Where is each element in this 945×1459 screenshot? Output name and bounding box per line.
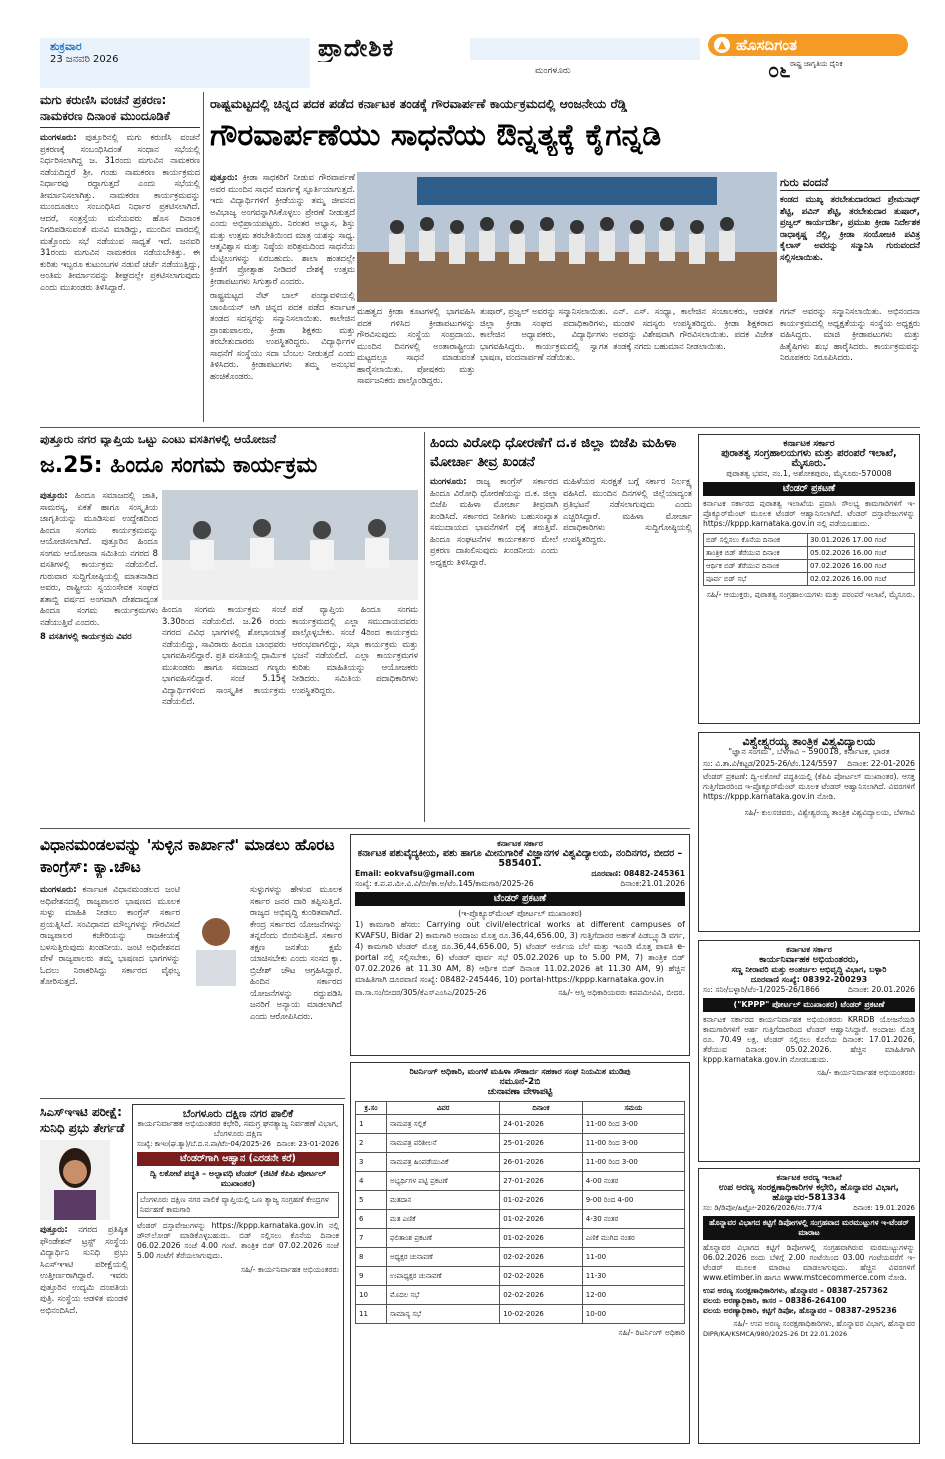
ad-election-cell: 02-02-2026	[500, 1248, 583, 1267]
ad-forest-ref: ಸಂ: ಡಿ/ಡಿಪೋ/ಹಿಟ್ಟೋ-2026/2026/ನಂ.77/4	[703, 1204, 823, 1212]
ad-archaeology-row	[704, 547, 915, 560]
ad-kppp-banner: ("KPPP" ಪೋರ್ಟಲ್ ಮುಖಾಂತರ) ಟೆಂಡರ್ ಪ್ರಕಟಣೆ	[703, 998, 915, 1012]
masthead-section-title: ಪ್ರಾದೇಶಿಕ	[318, 34, 395, 62]
story-bjp-col1	[430, 476, 558, 822]
student-photo	[40, 1140, 110, 1220]
masthead	[0, 0, 945, 90]
story-sangama-kicker: ಪುತ್ತೂರು ನಗರ ವ್ಯಾಪ್ತಿಯ ಒಟ್ಟು ಎಂಟು ವಸತಿಗಳಲ್ಲಿ ಆಯೋಜನೆ	[40, 432, 277, 446]
story-lead-col1-text: ಕ್ರೀಡಾ ಸಾಧಕರಿಗೆ ನೀಡುವ ಗೌರವಾರ್ಪಣೆ ಅವರ ಮುಂದಿನ ಸಾಧನೆ ಮಾರ್ಗಕ್ಕೆ ಸ್ಫೂರ್ತಿಯಾಗುತ್ತದೆ. ಇದು ವಿದ್ಯಾರ್ಥಿಗಳಿಗೆ ಕ್ರೀಡೆಯನ್ನು ತಮ್ಮ ಜೀವನದ ಅವಿಭಾಜ್ಯ ಅಂಗವನ್ನಾಗಿಸಿಕೊಳ್ಳಲು ಪ್ರೇರಣೆ ನೀಡುತ್ತದೆ ಎಂದು ಅಭಿಪ್ರಾಯಪಟ್ಟರು. ನಿರಂತರ ಅಭ್ಯಾಸ, ಶಿಸ್ತು ಮತ್ತು ಉತ್ತಮ ತರಬೇತಿಯಿಂದ ಮಾತ್ರ ಯಶಸ್ಸು ಸಾಧ್ಯ. ಆತ್ಮವಿಶ್ವಾಸ ಮತ್ತು ನಿಷ್ಠೆಯ ಪರಿಶ್ರಮದಿಂದ ಸಾಧನೆಯ ಮೆಟ್ಟಿಲುಗಳನ್ನು ಏರಬಹುದು. ಶಾಲಾ ಹಂತದಲ್ಲೇ ಕ್ರೀಡೆಗೆ ಪ್ರೋತ್ಸಾಹ ನೀಡಿದರೆ ದೇಶಕ್ಕೆ ಉತ್ತಮ ಕ್ರೀಡಾಪಟುಗಳು ಸಿಗುತ್ತಾರೆ ಎಂದರು.	[210, 172, 355, 286]
ad-election-row	[356, 1153, 685, 1172]
ad-election-cell: 27-01-2026	[500, 1172, 583, 1191]
ad-kvafsu-ref: ಸಂಖ್ಯೆ: ಕ.ಪ.ಪ.ಮೀ.ವಿ.ವಿ/ಬೀ/ಕಾ.ಅ/ಟೆಂ.145/ಕಾಮಗಾರಿ/2025-26	[355, 879, 534, 888]
ad-kvafsu-title: ಕರ್ನಾಟಕ ಪಶುವೈದ್ಯಕೀಯ, ಪಶು ಹಾಗೂ ಮೀನುಗಾರಿಕೆ ವಿಜ್ಞಾನಗಳ ವಿಶ್ವವಿದ್ಯಾಲಯ, ನಂದಿನಗರ, ಬೀದರ – 585401.	[357, 848, 683, 869]
ad-election-header: ರಿಟರ್ನಿಂಗ್ ಅಧಿಕಾರಿ, ಮಂಗಳೆ ಮಹಿಳಾ ಸೌಹಾರ್ದ ಸಹಕಾರ ಸಂಘ ನಿಯಮಿತ ಮುಡಿಪು	[409, 1067, 631, 1076]
ad-election-cell: 12-00	[582, 1286, 684, 1305]
ad-forest-contact3: ವಲಯ ಅರಣ್ಯಾಧಿಕಾರಿ, ಕಟ್ಟಿಗೆ ಡಿಪೋ, ಹೊನ್ನಾವರ – 08387-295236	[703, 1306, 897, 1315]
ad-bbmp-sub: ಕಾರ್ಯನಿರ್ವಾಹಕ ಅಭಿಯಂತರರ ಕಛೇರಿ, ಸಮಗ್ರ ಘನತ್ಯಾಜ್ಯ ನಿರ್ವಹಣೆ ವಿಭಾಗ, ಬೆಂಗಳೂರು ದಕ್ಷಿಣ	[137, 1119, 339, 1138]
ad-election-cell: 11-30	[582, 1267, 684, 1286]
ad-archaeology-row	[704, 573, 915, 586]
story-lead-dateline: ಪುತ್ತೂರು:	[210, 172, 238, 182]
section-rule	[40, 828, 690, 829]
ad-archaeology-banner: ಟೆಂಡರ್ ಪ್ರಕಟಣೆ	[703, 482, 915, 496]
ad-kvafsu-date: ದಿನಾಂಕ:21.01.2026	[620, 879, 685, 888]
story-sangama-col1	[40, 490, 158, 820]
story-sangama-col3: ಪಡೆ ವ್ಯಾಪ್ತಿಯ ಹಿಂದೂ ಸಂಗಮ ಕಾರ್ಯಕ್ರಮದಲ್ಲಿ ಎಲ್ಲಾ ಸಮುದಾಯದವರು ಪಾಲ್ಗೊಳ್ಳಬೇಕು. ಸಂಜೆ 4ರಿಂದ ಕಾರ್ಯಕ್ರಮ ಆರಂಭವಾಗಲಿದ್ದು, ಸಭಾ ಕಾರ್ಯಕ್ರಮ ಮತ್ತು ಭಜನೆ ನಡೆಯಲಿದೆ. ಎಲ್ಲಾ ಕಾರ್ಯಕ್ರಮಗಳ ಕುರಿತು ಮಾಹಿತಿಯನ್ನು ಆಯೋಜಕರು ನೀಡಿದರು. ಸಮಿತಿಯ ಪದಾಧಿಕಾರಿಗಳು ಉಪಸ್ಥಿತರಿದ್ದರು.	[292, 604, 418, 695]
story-lead-col1	[210, 172, 355, 422]
lamp-icon: ▲	[714, 37, 730, 53]
ad-archaeology-cell: 02.02.2026 16.00 ಗಂಟೆ	[808, 573, 915, 586]
ad-bbmp-date: ದಿನಾಂಕ: 23-01-2026	[276, 1140, 339, 1148]
ad-election-col-header: ವಿವರ	[387, 1102, 500, 1115]
story-sangama-col2: ಹಿಂದೂ ಸಂಗಮ ಕಾರ್ಯಕ್ರಮ ಸಂಜೆ 3.30ರಿಂದ ನಡೆಯಲಿದೆ. ಜ.26 ರಂದು ನಗರದ ವಿವಿಧ ಭಾಗಗಳಲ್ಲಿ ಶೋಭಾಯಾತ್ರೆ ನಡೆಯಲಿದ್ದು, ಸಾವಿರಾರು ಹಿಂದೂ ಬಾಂಧವರು ಭಾಗವಹಿಸಲಿದ್ದಾರೆ. ಪ್ರತಿ ವಸತಿಯಲ್ಲಿ ಧಾರ್ಮಿಕ ಮುಖಂಡರು ಹಾಗೂ ಸಮಾಜದ ಗಣ್ಯರು ಭಾಗವಹಿಸಲಿದ್ದಾರೆ. ಸಂಜೆ 5.15ಕ್ಕೆ ವಿದ್ಯಾರ್ಥಿಗಳಿಂದ ಸಾಂಸ್ಕೃತಿಕ ಕಾರ್ಯಕ್ರಮ ನಡೆಯಲಿದೆ.	[162, 604, 286, 706]
ad-election-cell: 9	[356, 1267, 387, 1286]
story-congress-col1	[40, 884, 180, 1094]
ad-archaeology-table	[703, 533, 915, 586]
ad-archaeology-cell: ಬಿಡ್ ಸಲ್ಲಿಸಲು ಕೊನೆಯ ದಿನಾಂಕ	[704, 534, 808, 547]
group-photo-image	[357, 172, 777, 302]
story-sangama-col1-text: ಹಿಂದೂ ಸಮಾಜದಲ್ಲಿ ಜಾತಿ, ಸಾಮರಸ್ಯ, ಏಕತೆ ಹಾಗೂ ಸಂಸ್ಕೃತಿಯ ಜಾಗೃತಿಯನ್ನು ಮೂಡಿಸುವ ಉದ್ದೇಶದಿಂದ ಹಿಂದೂ ಸಂಗಮ ಕಾರ್ಯಕ್ರಮವನ್ನು ಆಯೋಜಿಸಲಾಗಿದೆ. ಪುತ್ತೂರಿನ ಹಿಂದೂ ಸಂಗಮ ಆಯೋಜನಾ ಸಮಿತಿಯ ನಗರದ 8 ವಸತಿಗಳಲ್ಲಿ ಕಾರ್ಯಕ್ರಮ ನಡೆಯಲಿದೆ. ಗುರುವಾರ ಸುದ್ದಿಗೋಷ್ಠಿಯಲ್ಲಿ ಮಾತನಾಡಿದ ಅವರು, ರಾಷ್ಟ್ರೀಯ ಸ್ವಯಂಸೇವಕ ಸಂಘದ ಶತಾಬ್ದಿ ವರ್ಷದ ಅಂಗವಾಗಿ ದೇಶದಾದ್ಯಂತ ಹಿಂದೂ ಸಂಗಮ ಕಾರ್ಯಕ್ರಮಗಳು ನಡೆಯುತ್ತಿವೆ ಎಂದರು.	[40, 490, 158, 627]
ad-election-row	[356, 1248, 685, 1267]
ad-forest-contact2: ವಲಯ ಅರಣ್ಯಾಧಿಕಾರಿ, ಕಾಸರ – 08386-264100	[703, 1296, 847, 1305]
ad-election-cell: 01-02-2026	[500, 1210, 583, 1229]
ad-election-cell: ಮತ ಎಣಿಕೆ	[387, 1210, 500, 1229]
ad-kppp-phone: ದೂರವಾಣಿ ಸಂಖ್ಯೆ: 08392-200293	[750, 975, 868, 984]
ad-archaeology-cell: ಪೂರ್ವ ಬಿಡ್ ಸಭೆ	[704, 573, 808, 586]
ad-election-col-header: ಸಮಯ	[582, 1102, 684, 1115]
ad-election-cell: ನಾಮಪತ್ರ ಸಲ್ಲಿಕೆ	[387, 1115, 500, 1134]
ad-forest-contact1: ಉಪ ಅರಣ್ಯ ಸಂರಕ್ಷಣಾಧಿಕಾರಿಗಳು, ಹೊನ್ನಾವರ – 08387-257362	[703, 1286, 888, 1295]
story-lead-col3: ಮಹತ್ವದ ಕ್ರೀಡಾ ಕೂಟಗಳಲ್ಲಿ ಭಾಗವಹಿಸಿ ಪದಕ ಗಳಿಸಿದ ಕ್ರೀಡಾಪಟುಗಳನ್ನು ಗೌರವಿಸುವುದು ಸಂಸ್ಥೆಯ ಸಂಪ್ರದಾಯ. ಮುಂದಿನ ದಿನಗಳಲ್ಲಿ ಅಂತಾರಾಷ್ಟ್ರೀಯ ಮಟ್ಟದಲ್ಲೂ ಸಾಧನೆ ಮಾಡುವಂತೆ ಹಾರೈಸಲಾಯಿತು. ಪೋಷಕರು ಮತ್ತು ಸಾರ್ವಜನಿಕರು ಪಾಲ್ಗೊಂಡಿದ್ದರು.	[357, 306, 475, 385]
ad-election-cell: 10-00	[582, 1305, 684, 1324]
ad-kvafsu	[350, 834, 690, 1056]
masthead-band	[470, 38, 700, 60]
story-lead-col4: ತುಷಾರ್, ಪ್ರಜ್ವಲ್ ಅವರನ್ನು ಸನ್ಮಾನಿಸಲಾಯಿತು. ಜಿಲ್ಲಾ ಕ್ರೀಡಾ ಸಂಘದ ಪದಾಧಿಕಾರಿಗಳು, ಕಾಲೇಜಿನ ಅಧ್ಯಾಪಕರು, ವಿದ್ಯಾರ್ಥಿಗಳು ಭಾಗವಹಿಸಿದ್ದರು. ಕಾರ್ಯಕ್ರಮದಲ್ಲಿ ಸ್ವಾಗತ ಭಾಷಣ, ವಂದನಾರ್ಪಣೆ ನಡೆಯಿತು.	[480, 306, 608, 362]
story-left-body	[40, 132, 200, 293]
ad-archaeology-cell: 30.01.2026 17.00 ಗಂಟೆ	[808, 534, 915, 547]
ad-archaeology-cell: 05.02.2026 16.00 ಗಂಟೆ	[808, 547, 915, 560]
ad-archaeology-dept: ಪುರಾತತ್ವ ಸಂಗ್ರಹಾಲಯಗಳು ಮತ್ತು ಪರಂಪರೆ ಇಲಾಖೆ, ಮೈಸೂರು.	[721, 448, 897, 469]
ad-election-cell: 11-00 ರಿಂದ 3-00	[582, 1134, 684, 1153]
ad-election-cell: 4-00 ನಂತರ	[582, 1172, 684, 1191]
ad-archaeology-address: ಪುರಾತತ್ವ ಭವನ, ನಂ.1, ಅಶೋಕಪುರಂ, ಮೈಸೂರು-570008	[726, 469, 892, 478]
guru-box-title: ಗುರು ವಂದನೆ	[780, 176, 920, 191]
ad-election-cell: ಮೊದಲ ಸಭೆ	[387, 1286, 500, 1305]
press-meet-image	[162, 490, 418, 600]
ad-forest-body: ಹೊನ್ನಾವರ ವಿಭಾಗದ ಕಟ್ಟಿಗೆ ಡಿಪೋಗಳಲ್ಲಿ ಸಂಗ್ರಹವಾಗಿರುವ ಮರಮುಟ್ಟುಗಳನ್ನು 06.02.2026 ರಂದು ಬೆಳಿಗ್ಗೆ 2.00 ಗಂಟೆಯಿಂದ 03.00 ಗಂಟೆಯವರೆಗೆ ಇ-ಟೆಂಡರ್ ಮೂಲಕ ಮಾರಾಟ ಮಾಡಲಾಗುವುದು. ಹೆಚ್ಚಿನ ವಿವರಗಳಿಗೆ www.etimber.in ಹಾಗೂ www.mstcecommerce.com ನೋಡಿ.	[703, 1243, 915, 1282]
story-sangama-dateline: ಪುತ್ತೂರು:	[40, 490, 68, 500]
ad-election-row	[356, 1210, 685, 1229]
ad-election-cell: 11-00	[582, 1248, 684, 1267]
story-guest: ಗಗನ್ ಅವರನ್ನು ಸನ್ಮಾನಿಸಲಾಯಿತು. ಅಭಿನಂದನಾ ಕಾರ್ಯಕ್ರಮದಲ್ಲಿ ಅಧ್ಯಕ್ಷತೆಯನ್ನು ಸಂಸ್ಥೆಯ ಅಧ್ಯಕ್ಷರು ವಹಿಸಿದ್ದರು. ಮಾಜಿ ಕ್ರೀಡಾಪಟುಗಳು ಮತ್ತು ಹಿತೈಷಿಗಳು ಶುಭ ಹಾರೈಸಿದರು. ಕಾರ್ಯಕ್ರಮವನ್ನು ನಿರೂಪಕರು ನಿರೂಪಿಸಿದರು.	[780, 306, 920, 362]
ad-kppp	[698, 940, 920, 1162]
story-lead-col5: ಎನ್. ಎಸ್. ಸಂಧ್ಯಾ, ಕಾಲೇಜಿನ ಸಂಚಾಲಕರು, ಆಡಳಿತ ಮಂಡಳಿ ಸದಸ್ಯರು ಉಪಸ್ಥಿತರಿದ್ದರು. ಕ್ರೀಡಾ ಶಿಕ್ಷಕರಾದ ಅವರನ್ನು ವಿಶೇಷವಾಗಿ ಗೌರವಿಸಲಾಯಿತು. ಪದಕ ವಿಜೇತ ತಂಡಕ್ಕೆ ನಗದು ಬಹುಮಾನ ನೀಡಲಾಯಿತು.	[613, 306, 773, 351]
ad-election-cell: 9-00 ರಿಂದ 4-00	[582, 1191, 684, 1210]
ad-bbmp-title: ಬೆಂಗಳೂರು ದಕ್ಷಿಣ ನಗರ ಪಾಲಿಕೆ	[182, 1108, 294, 1120]
ad-archaeology	[698, 434, 920, 724]
story-congress-headline: ವಿಧಾನಮಂಡಲವನ್ನು 'ಸುಳ್ಳಿನ ಕಾರ್ಖಾನೆ' ಮಾಡಲು ಹೊರಟ ಕಾಂಗ್ರೆಸ್: ಕ್ಯಾ.ಚೌಟ	[40, 836, 335, 876]
ad-kvafsu-govt: ಕರ್ನಾಟಕ ಸರ್ಕಾರ	[497, 839, 543, 848]
ad-election-cell: ಉಪಾಧ್ಯಕ್ಷರ ಚುನಾವಣೆ	[387, 1267, 500, 1286]
ad-election-cell: 25-01-2026	[500, 1134, 583, 1153]
story-congress-dateline: ಮಂಗಳೂರು:	[40, 884, 77, 894]
sangama-photo	[162, 490, 418, 600]
ad-bbmp-row1: ಬೆಂಗಳೂರು ದಕ್ಷಿಣ ನಗರ ಪಾಲಿಕೆ ವ್ಯಾಪ್ತಿಯಲ್ಲಿ ಒಣ ತ್ಯಾಜ್ಯ ಸಂಗ್ರಹಣೆ ಕೇಂದ್ರಗಳ ನಿರ್ವಹಣೆ ಕಾಮಗಾರಿ	[137, 1192, 339, 1218]
ad-archaeology-row	[704, 560, 915, 573]
ad-bbmp	[132, 1104, 344, 1444]
ad-kvafsu-code: ವಾ.ಸಾ.ಸಂ/ಬೀದರ/305/ಕೆಎಸ್ಎಂಸಿಎ/2025-26	[355, 988, 487, 997]
ad-election-row	[356, 1267, 685, 1286]
ad-election-cell: ಅಭ್ಯರ್ಥಿಗಳ ಪಟ್ಟಿ ಪ್ರಕಟಣೆ	[387, 1172, 500, 1191]
story-bjp-dateline: ಮಂಗಳೂರು:	[430, 476, 467, 486]
story-congress-col2: ಸುಳ್ಳುಗಳನ್ನು ಹೇಳುವ ಮೂಲಕ ಸರ್ಕಾರ ಜನರ ದಾರಿ ತಪ್ಪಿಸುತ್ತಿದೆ. ರಾಜ್ಯದ ಅಭಿವೃದ್ಧಿ ಕುಂಠಿತವಾಗಿದೆ. ಕೇಂದ್ರ ಸರ್ಕಾರದ ಯೋಜನೆಗಳನ್ನು ತನ್ನದೆಂದು ಬಿಂಬಿಸುತ್ತಿದೆ. ಸರ್ಕಾರ ತಕ್ಷಣ ಜನತೆಯ ಕ್ಷಮೆ ಯಾಚಿಸಬೇಕು ಎಂದು ಸಂಸದ ಕ್ಯಾ. ಬ್ರಿಜೇಶ್ ಚೌಟ ಆಗ್ರಹಿಸಿದ್ದಾರೆ. ಹಿಂದಿನ ಸರ್ಕಾರದ ಯೋಜನೆಗಳನ್ನು ರದ್ದುಪಡಿಸಿ ಜನರಿಗೆ ಅನ್ಯಾಯ ಮಾಡಲಾಗಿದೆ ಎಂದು ಆರೋಪಿಸಿದರು.	[250, 884, 342, 1021]
story-cet-headline: ಸಿಎಸ್‌ಇಇಟಿ ಪರೀಕ್ಷೆ: ಸುನಿಧಿ ಪ್ರಭು ತೇರ್ಗಡೆ	[40, 1105, 125, 1135]
ad-election-cell: ಮತದಾನ	[387, 1191, 500, 1210]
ad-archaeology-body: ಕರ್ನಾಟಕ ಸರ್ಕಾರದ ಪುರಾತತ್ವ ಇಲಾಖೆಯ ಪ್ರವಾಸಿ ಸೌಲಭ್ಯ ಕಾಮಗಾರಿಗಳಿಗೆ ಇ-ಪ್ರೊಕ್ಯೂರ್‌ಮೆಂಟ್ ಮೂಲಕ ಟೆಂಡರ್ ಆಹ್ವಾನಿಸಲಾಗಿದೆ. ಟೆಂಡರ್ ದಸ್ತಾವೇಜುಗಳನ್ನು https://kppp.karnataka.gov.in ನಲ್ಲಿ ಪಡೆಯಬಹುದು.	[703, 499, 915, 528]
masthead-date: 23 ಜನವರಿ 2026	[50, 54, 119, 65]
story-cet-text: ನಗರದ ಪ್ರತಿಷ್ಠಿತ ಫೌಂಡೇಶನ್ ಟ್ರಸ್ಟ್ ಸಂಸ್ಥೆಯ ವಿದ್ಯಾರ್ಥಿನಿ ಸುನಿಧಿ ಪ್ರಭು ಸಿಎಸ್‌ಇಇಟಿ ಪರೀಕ್ಷೆಯಲ್ಲಿ ಉತ್ತೀರ್ಣರಾಗಿದ್ದಾರೆ. ಇವರು ಪುತ್ತೂರಿನ ಉದ್ಯಮಿ ದಂಪತಿಯ ಪುತ್ರಿ. ಸಂಸ್ಥೆಯ ಆಡಳಿತ ಮಂಡಳಿ ಅಭಿನಂದಿಸಿದೆ.	[40, 1224, 128, 1315]
ad-bbmp-signatory: ಸಹಿ/- ಕಾರ್ಯನಿರ್ವಾಹಕ ಅಭಿಯಂತರರು	[240, 1265, 339, 1274]
ad-election-cell: 4-30 ನಂತರ	[582, 1210, 684, 1229]
page-number: ೦೬	[768, 58, 791, 82]
ad-bbmp-sub-banner: ದ್ವಿ ಲಕೋಟೆ ಪದ್ಧತಿ – ಅಲ್ಪಾವಧಿ ಟೆಂಡರ್ (ಜಿಟಿಕೆ ಕೆಪಿಪಿ ಪೋರ್ಟಲ್ ಮುಖಾಂತರ)	[149, 1169, 327, 1188]
ad-bbmp-ref: ಸಂಖ್ಯೆ: ಕಾಇಂ(ಘ.ತ್ಯಾ)/ಬೆ.ದ.ನ.ಪಾ/ಟೆಂ-04/2025-26	[137, 1140, 271, 1148]
ad-kppp-ref: ಸಂ: ಸನೀ/ಬಳ್ಳಾರಿ/ಟೆಂ-1/2025-26/1866	[703, 985, 820, 994]
ad-kppp-title: ಕಾರ್ಯನಿರ್ವಾಹಕ ಅಭಿಯಂತರರು,	[759, 955, 859, 965]
paper-name: ಹೊಸದಿಗಂತ	[736, 36, 797, 54]
ad-election-cell: 10	[356, 1286, 387, 1305]
ad-election-col-header: ಕ್ರ.ಸಂ	[356, 1102, 387, 1115]
ad-kppp-govt: ಕರ್ನಾಟಕ ಸರ್ಕಾರ	[786, 945, 832, 954]
ad-forest-code: DIPR/KA/KSMCA/980/2025-26 Dt 22.01.2026	[703, 1330, 848, 1338]
guru-box-body: ಕಂಡದ ಮುಖ್ಯ ತರಬೇತುದಾರರಾದ ಪ್ರೇಮನಾಥ್ ಶೆಟ್ಟಿ, ಪವಿನ್ ಶೆಟ್ಟಿ, ತರಬೇತುದಾರ ತುಷಾರ್, ಪ್ರಜ್ವಲ್ ಕಾರ್ಯದರ್ಶಿ, ಪ್ರಮುಖ ಕ್ರೀಡಾ ನಿರ್ದೇಶಕ ರಾಧಾಕೃಷ್ಣ ನೆಲ್ಲಿ, ಕ್ರೀಡಾ ಸಂಯೋಜಕಿ ಪವಿತ್ರ ಕೈಲಾಸ್ ಅವರನ್ನು ಸನ್ಮಾನಿಸಿ ಗುರುವಂದನೆ ಸಲ್ಲಿಸಲಾಯಿತು.	[780, 194, 920, 262]
ad-vtu-signatory: ಸಹಿ/- ಕುಲಸಚಿವರು, ವಿಶ್ವೇಶ್ವರಯ್ಯ ತಾಂತ್ರಿಕ ವಿಶ್ವವಿದ್ಯಾಲಯ, ಬೆಳಗಾವಿ	[744, 808, 915, 817]
ad-kvafsu-email: Email: eokvafsu@gmail.com	[355, 869, 475, 878]
ad-vtu-sub: "ಜ್ಞಾನ ಸಂಗಮ", ಬೆಳಗಾವಿ – 590018, ಕರ್ನಾಟಕ, ಭಾರತ	[728, 747, 890, 756]
ad-election-cell: 6	[356, 1210, 387, 1229]
ad-election-cell: ನಾಮಪತ್ರ ಪರಿಶೀಲನೆ	[387, 1134, 500, 1153]
ad-election-cell: 7	[356, 1229, 387, 1248]
ad-archaeology-row	[704, 534, 915, 547]
ad-kvafsu-body: 1) ಕಾಮಗಾರಿ ಹೆಸರು: Carrying out civil/electrical works at different campuses of KVAFSU, Bidar 2) ಕಾಮಗಾರಿ ಅಂದಾಜು ಮೊತ್ತ ರೂ.36,44,656.00, 3) ಗುತ್ತಿಗೆದಾರರ ಅರ್ಹತೆ ಪಿಡಬ್ಲ್ಯೂಡಿ ವರ್ಗ, 4) ಕಾಮಗಾರಿ ಟೆಂಡರ್ ಮೊತ್ತ ರೂ.36,44,656.00, 5) ಟೆಂಡರ್ ಅರ್ಜಿಯ ಬೆಲೆ ಮತ್ತು ಇಎಂಡಿ ಮೊತ್ತ ಪಾವತಿ e-portal ನಲ್ಲಿ ಸಲ್ಲಿಸಬೇಕು, 6) ಟೆಂಡರ್ ಪೂರ್ವ ಸಭೆ 05.02.2026 up to 5.00 PM, 7) ತಾಂತ್ರಿಕ ಬಿಡ್ 07.02.2026 at 11.30 AM, 8) ಆರ್ಥಿಕ ಬಿಡ್ ದಿನಾಂಕ 11.02.2026 at 11.30 AM, 9) ಹೆಚ್ಚಿನ ಮಾಹಿತಿಗಾಗಿ ದೂರವಾಣಿ ಸಂಖ್ಯೆ: 08482-245446, 10) portal-https://kppp.karnataka.gov.in	[355, 920, 685, 984]
ad-kvafsu-phone: ದೂರವಾಣಿ: 08482-245361	[591, 869, 685, 878]
ad-forest	[698, 1168, 920, 1444]
ad-vtu-title: ವಿಶ್ವೇಶ್ವರಯ್ಯ ತಾಂತ್ರಿಕ ವಿಶ್ವವಿದ್ಯಾಲಯ	[742, 735, 876, 748]
ad-forest-title: ಉಪ ಅರಣ್ಯ ಸಂರಕ್ಷಣಾಧಿಕಾರಿಗಳ ಕಛೇರಿ, ಹೊನ್ನಾವರ ವಿಭಾಗ, ಹೊನ್ನಾವರ-581334	[718, 1183, 900, 1203]
story-left-headline: ಮಗು ಕರುಣಿಸಿ ವಂಚನೆ ಪ್ರಕರಣ: ನಾಮಕರಣ ದಿನಾಂಕ ಮುಂದೂಡಿಕೆ	[40, 92, 200, 128]
ad-election-cell: 11	[356, 1305, 387, 1324]
ad-election-cell: 02-02-2026	[500, 1286, 583, 1305]
column-rule	[203, 92, 204, 422]
ad-election-cell: 4	[356, 1172, 387, 1191]
ad-forest-govt: ಕರ್ನಾಟಕ ಅರಣ್ಯ ಇಲಾಖೆ	[776, 1173, 842, 1182]
masthead-date-block	[40, 38, 310, 88]
section-rule	[40, 1098, 345, 1099]
ad-kppp-signatory: ಸಹಿ/- ಕಾರ್ಯನಿರ್ವಾಹಕ ಅಭಿಯಂತರರು	[816, 1068, 915, 1077]
ad-election-row	[356, 1172, 685, 1191]
ad-election-row	[356, 1134, 685, 1153]
ad-election-cell: 10-02-2026	[500, 1305, 583, 1324]
story-lead-kicker: ರಾಷ್ಟ್ರಮಟ್ಟದಲ್ಲಿ ಚಿನ್ನದ ಪದಕ ಪಡೆದ ಕರ್ನಾಟಕ ತಂಡಕ್ಕೆ ಗೌರವಾರ್ಪಣೆ ಕಾರ್ಯಕ್ರಮದಲ್ಲಿ ಆಂಜನೇಯ ರೆಡ್ಡಿ	[210, 96, 628, 111]
paper-logo	[708, 30, 908, 84]
ad-election-cell: 3	[356, 1153, 387, 1172]
ad-forest-signatory: ಸಹಿ/- ಉಪ ಅರಣ್ಯ ಸಂರಕ್ಷಣಾಧಿಕಾರಿಗಳು, ಹೊನ್ನಾವರ ವಿಭಾಗ, ಹೊನ್ನಾವರ	[733, 1319, 915, 1328]
paper-tagline: ರಾಷ್ಟ್ರ ಜಾಗೃತಿಯ ದೈನಿಕ	[790, 60, 843, 68]
ad-election-row	[356, 1286, 685, 1305]
ad-election-cell: 02-02-2026	[500, 1267, 583, 1286]
ad-election-cell: ಸಾಮಾನ್ಯ ಸಭೆ	[387, 1305, 500, 1324]
ad-bbmp-body: ಟೆಂಡರ್ ದಸ್ತಾವೇಜುಗಳನ್ನು https://kppp.karnataka.gov.in ನಲ್ಲಿ ಡೌನ್‌ಲೋಡ್ ಮಾಡಿಕೊಳ್ಳಬಹುದು. ಬಿಡ್ ಸಲ್ಲಿಸಲು ಕೊನೆಯ ದಿನಾಂಕ 06.02.2026 ಸಂಜೆ 4.00 ಗಂಟೆ. ತಾಂತ್ರಿಕ ಬಿಡ್ 07.02.2026 ಸಂಜೆ 5.00 ಗಂಟೆಗೆ ತೆರೆಯಲಾಗುವುದು.	[137, 1221, 339, 1260]
ad-vtu	[698, 732, 920, 932]
ad-bbmp-banner: ಟೆಂಡರ್‌ಗಾಗಿ ಆಹ್ವಾನ (ಎರಡನೇ ಕರೆ)	[137, 1152, 339, 1166]
ad-kvafsu-banner-sub: (ಇ-ಪ್ರೊಕ್ಯೂರ್‌ಮೆಂಟ್ ಪೋರ್ಟಲ್ ಮುಖಾಂತರ)	[458, 909, 582, 918]
ad-election-cell: ಎಣಿಕೆ ಮುಗಿದ ನಂತರ	[582, 1229, 684, 1248]
ad-kvafsu-banner: ಟೆಂಡರ್ ಪ್ರಕಟಣೆ	[355, 892, 685, 906]
ad-election-form: ನಮೂನೆ-2ಬಿ	[499, 1077, 541, 1087]
ad-election-cell: 01-02-2026	[500, 1229, 583, 1248]
story-lead-headline: ಗೌರವಾರ್ಪಣೆಯು ಸಾಧನೆಯ ಔನ್ನತ್ಯಕ್ಕೆ ಕೈಗನ್ನಡಿ	[210, 118, 662, 153]
story-sangama-headline: ಜ.25: ಹಿಂದೂ ಸಂಗಮ ಕಾರ್ಯಕ್ರಮ	[40, 453, 318, 478]
guru-box	[780, 176, 920, 306]
ad-election-row	[356, 1305, 685, 1324]
ad-forest-date: ದಿನಾಂಕ: 19.01.2026	[853, 1204, 915, 1212]
lead-photo	[357, 172, 777, 302]
story-left-text: ಪುತ್ತೂರಿನಲ್ಲಿ ಮಗು ಕರುಣಿಸಿ ವಂಚನೆ ಪ್ರಕರಣಕ್ಕೆ ಸಂಬಂಧಿಸಿದಂತೆ ಸಂಧಾನ ಸಭೆಯಲ್ಲಿ ನಿರ್ಧರಿಸಲಾಗಿದ್ದ ಜ. 31ರಂದು ಮಗುವಿನ ನಾಮಕರಣ ನಡೆಯದಿದ್ದರೆ ಶ್ರೀ. ಗಂಡು ನಾಮಕರಣ ಕಾರ್ಯಕ್ರಮದ ನಿರ್ಧಾರವು ರದ್ದಾಗುತ್ತದೆ ಎಂದು ಸಭೆಯಲ್ಲಿ ತೀರ್ಮಾನಿಸಲಾಗಿತ್ತು. ನಾಮಕರಣ ಕಾರ್ಯಕ್ರಮವನ್ನು ಮುಂದೂಡಲು ಸಂಬಂಧಿಸಿದ ನಿರ್ಧಾರ ಪ್ರಕಟಿಸಲಾಗಿದೆ. ಆದರೆ, ಸಂತ್ರಸ್ತೆಯ ಮನೆಯವರು ಹೊಸ ದಿನಾಂಕ ನಿಗದಿಪಡಿಸುವಂತೆ ಮನವಿ ಮಾಡಿದ್ದು, ಮುಂದಿನ ವಾರದಲ್ಲಿ ಮತ್ತೊಂದು ಸಭೆ ನಡೆಯುವ ಸಾಧ್ಯತೆ ಇದೆ. ಜನವರಿ 31ರಂದು ಮಗುವಿನ ನಾಮಕರಣ ನಡೆಯಬೇಕಿತ್ತು. ಈ ಕುರಿತು ಇಬ್ಬರೂ ಕುಟುಂಬಗಳ ನಡುವೆ ಚರ್ಚೆ ನಡೆಯುತ್ತಿದ್ದು, ಅಂತಿಮ ತೀರ್ಮಾನವನ್ನು ಶೀಘ್ರದಲ್ಲೇ ಪ್ರಕಟಿಸಲಾಗುವುದು ಎಂದು ಮುಖಂಡರು ತಿಳಿಸಿದ್ದಾರೆ.	[40, 132, 200, 292]
ad-election-cell: 8	[356, 1248, 387, 1267]
story-bjp-col2: ಮಹಿಳೆಯರ ಸುರಕ್ಷತೆ ಬಗ್ಗೆ ಸರ್ಕಾರ ನಿರ್ಲಕ್ಷ್ಯ ವಹಿಸಿದೆ. ಮುಂದಿನ ದಿನಗಳಲ್ಲಿ ಜಿಲ್ಲೆಯಾದ್ಯಂತ ಪ್ರತಿಭಟನೆ ನಡೆಸಲಾಗುವುದು ಎಂದು ಎಚ್ಚರಿಸಿದ್ದಾರೆ. ಮಹಿಳಾ ಮೋರ್ಚಾ ಪದಾಧಿಕಾರಿಗಳು ಸುದ್ದಿಗೋಷ್ಠಿಯಲ್ಲಿ ಉಪಸ್ಥಿತರಿದ್ದರು.	[563, 476, 692, 544]
story-cet-body	[40, 1224, 128, 1316]
ad-election-cell: 2	[356, 1134, 387, 1153]
ad-vtu-date: ದಿನಾಂಕ: 22-01-2026	[847, 759, 915, 768]
ad-election-signatory: ಸಹಿ/- ರಿಟರ್ನಿಂಗ್ ಅಧಿಕಾರಿ	[618, 1328, 685, 1337]
story-left-dateline: ಮಂಗಳೂರು:	[40, 132, 77, 142]
ad-election-row	[356, 1115, 685, 1134]
story-bjp-headline: ಹಿಂದು ವಿರೋಧಿ ಧೋರಣೆಗೆ ದ.ಕ ಜಿಲ್ಲಾ ಬಿಜೆಪಿ ಮಹಿಳಾ ಮೋರ್ಚಾ ತೀವ್ರ ಖಂಡನೆ	[430, 435, 677, 470]
ad-election-cell: 1	[356, 1115, 387, 1134]
ad-kppp-date: ದಿನಾಂಕ: 20.01.2026	[847, 985, 915, 994]
ad-election-cell: ಫಲಿತಾಂಶ ಪ್ರಕಟಣೆ	[387, 1229, 500, 1248]
ad-archaeology-cell: 07.02.2026 16.00 ಗಂಟೆ	[808, 560, 915, 573]
ad-archaeology-cell: ಆರ್ಥಿಕ ಬಿಡ್ ತೆರೆಯುವ ದಿನಾಂಕ	[704, 560, 808, 573]
ad-election-sub: ಚುನಾವಣಾ ವೇಳಾಪಟ್ಟಿ	[487, 1087, 553, 1097]
ad-election-cell: 5	[356, 1191, 387, 1210]
masthead-city: ಮಂಗಳೂರು	[535, 66, 571, 76]
mp-portrait-image	[186, 906, 246, 986]
masthead-day: ಶುಕ್ರವಾರ	[50, 40, 82, 53]
story-sangama-subhead: 8 ವಸತಿಗಳಲ್ಲಿ ಕಾರ್ಯಕ್ರಮ ವಿವರ	[40, 631, 132, 641]
ad-election-row	[356, 1191, 685, 1210]
column-rule	[424, 432, 425, 822]
ad-vtu-ref: ಸಂ: ವಿ.ತಾ.ವಿ/ಕಟ್ಟಡ/2025-26/ಟೆಂ.124/5597	[703, 759, 838, 768]
student-portrait-image	[40, 1140, 110, 1220]
story-cet	[40, 1104, 128, 1444]
ad-election	[350, 1062, 690, 1444]
ad-election-cell: 26-01-2026	[500, 1153, 583, 1172]
ad-vtu-body: ಟೆಂಡರ್ ಪ್ರಕಟಣೆ: ದ್ವಿ-ಲಕೋಟೆ ಪದ್ಧತಿಯಲ್ಲಿ (ಕೆಪಿಪಿ ಪೋರ್ಟಲ್ ಮುಖಾಂತರ). ಆಸಕ್ತ ಗುತ್ತಿಗೆದಾರರಿಂದ ಇ-ಪ್ರೊಕ್ಯೂರ್‌ಮೆಂಟ್ ಮೂಲಕ ಟೆಂಡರ್ ಆಹ್ವಾನಿಸಲಾಗಿದೆ. ವಿವರಗಳಿಗೆ https://kppp.karnataka.gov.in ನೋಡಿ.	[703, 772, 915, 801]
ad-forest-banner: ಹೊನ್ನಾವರ ವಿಭಾಗದ ಕಟ್ಟಿಗೆ ಡಿಪೋಗಳಲ್ಲಿ ಸಂಗ್ರಹವಾದ ಮರಮುಟ್ಟುಗಳ ಇ-ಟೆಂಡರ್ ಮಾರಾಟ	[703, 1216, 915, 1240]
ad-archaeology-cell: ತಾಂತ್ರಿಕ ಬಿಡ್ ತೆರೆಯುವ ದಿನಾಂಕ	[704, 547, 808, 560]
ad-kvafsu-signatory: ಸಹಿ/- ಆಸ್ತಿ ಅಧಿಕಾರಿಯವರು ಕಪಪಮೀವಿವಿ, ಬೀದರ.	[558, 988, 685, 997]
story-cet-dateline: ಪುತ್ತೂರು:	[40, 1224, 68, 1234]
ad-election-cell: ಅಧ್ಯಕ್ಷರ ಚುನಾವಣೆ	[387, 1248, 500, 1267]
ad-election-table	[355, 1101, 685, 1324]
ad-election-col-header: ದಿನಾಂಕ	[500, 1102, 583, 1115]
ad-kppp-dept: ಸಣ್ಣ ನೀರಾವರಿ ಮತ್ತು ಅಂತರ್ಜಲ ಅಭಿವೃದ್ಧಿ ವಿಭಾಗ, ಬಳ್ಳಾರಿ	[731, 965, 887, 974]
story-congress-col1-text: ಕರ್ನಾಟಕ ವಿಧಾನಮಂಡಲದ ಜಂಟಿ ಅಧಿವೇಶನದಲ್ಲಿ ರಾಜ್ಯಪಾಲರ ಭಾಷಣದ ಮೂಲಕ ಸುಳ್ಳು ಮಾಹಿತಿ ನೀಡಲು ಕಾಂಗ್ರೆಸ್ ಸರ್ಕಾರ ಪ್ರಯತ್ನಿಸಿದೆ. ಸಂವಿಧಾನದ ಮೌಲ್ಯಗಳನ್ನು ಗೌರವಿಸದೆ ರಾಜ್ಯಪಾಲರ ಕಚೇರಿಯನ್ನು ರಾಜಕೀಯಕ್ಕೆ ಬಳಸುತ್ತಿರುವುದು ಖಂಡನೀಯ. ಜಂಟಿ ಅಧಿವೇಶನದ ವೇಳೆ ರಾಜ್ಯಪಾಲರು ತಮ್ಮ ಭಾಷಣದ ಭಾಗಗಳನ್ನು ಓದಲು ನಿರಾಕರಿಸಿದ್ದು ಸರ್ಕಾರದ ವೈಫಲ್ಯ ತೋರಿಸುತ್ತದೆ.	[40, 884, 180, 986]
section-rule	[40, 427, 920, 428]
story-left	[40, 92, 200, 422]
ad-archaeology-signatory: ಸಹಿ/- ಆಯುಕ್ತರು, ಪುರಾತತ್ವ ಸಂಗ್ರಹಾಲಯಗಳು ಮತ್ತು ಪರಂಪರೆ ಇಲಾಖೆ, ಮೈಸೂರು.	[706, 590, 915, 599]
ad-election-row	[356, 1229, 685, 1248]
ad-election-cell: 11-00 ರಿಂದ 3-00	[582, 1153, 684, 1172]
ad-election-cell: 11-00 ರಿಂದ 3-00	[582, 1115, 684, 1134]
ad-kppp-body: ಕರ್ನಾಟಕ ಸರ್ಕಾರದ ಕಾರ್ಯನಿರ್ವಾಹಕ ಅಭಿಯಂತರರು KRRDB ಯೋಜನೆಯಡಿ ಕಾಮಗಾರಿಗಳಿಗೆ ಅರ್ಹ ಗುತ್ತಿಗೆದಾರರಿಂದ ಟೆಂಡರ್ ಆಹ್ವಾನಿಸಿದ್ದಾರೆ. ಅಂದಾಜು ಮೊತ್ತ ರೂ. 70.49 ಲಕ್ಷ. ಟೆಂಡರ್ ಸಲ್ಲಿಸಲು ಕೊನೆಯ ದಿನಾಂಕ: 17.01.2026, ತೆರೆಯುವ ದಿನಾಂಕ: 05.02.2026. ಹೆಚ್ಚಿನ ಮಾಹಿತಿಗಾಗಿ kppp.karnataka.gov.in ನೋಡಬಹುದು.	[703, 1015, 915, 1064]
story-bjp-col1-text: ರಾಜ್ಯ ಕಾಂಗ್ರೆಸ್ ಸರ್ಕಾರದ ಹಿಂದೂ ವಿರೋಧಿ ಧೋರಣೆಯನ್ನು ದ.ಕ. ಜಿಲ್ಲಾ ಬಿಜೆಪಿ ಮಹಿಳಾ ಮೋರ್ಚಾ ತೀವ್ರವಾಗಿ ಖಂಡಿಸಿದೆ. ಸರ್ಕಾರದ ನೀತಿಗಳು ಬಹುಸಂಖ್ಯಾತ ಸಮುದಾಯದ ಭಾವನೆಗಳಿಗೆ ಧಕ್ಕೆ ತರುತ್ತಿವೆ. ಹಿಂದೂ ಸಂಘಟನೆಗಳ ಕಾರ್ಯಕರ್ತರ ಮೇಲೆ ಪ್ರಕರಣ ದಾಖಲಿಸುವುದು ಖಂಡನೀಯ ಎಂದು ಅಧ್ಯಕ್ಷರು ತಿಳಿಸಿದ್ದಾರೆ.	[430, 476, 558, 567]
story-lead-col2: ರಾಷ್ಟ್ರಮಟ್ಟದ ನೆಟ್ ಬಾಲ್ ಪಂದ್ಯಾವಳಿಯಲ್ಲಿ ಚಾಂಪಿಯನ್ ಆಗಿ ಚಿನ್ನದ ಪದಕ ಪಡೆದ ಕರ್ನಾಟಕ ತಂಡದ ಸದಸ್ಯರನ್ನು ಸನ್ಮಾನಿಸಲಾಯಿತು. ಕಾಲೇಜಿನ ಪ್ರಾಂಶುಪಾಲರು, ಕ್ರೀಡಾ ಶಿಕ್ಷಕರು ಮತ್ತು ತರಬೇತುದಾರರು ಉಪಸ್ಥಿತರಿದ್ದರು. ವಿದ್ಯಾರ್ಥಿಗಳ ಸಾಧನೆಗೆ ಸಂಸ್ಥೆಯು ಸದಾ ಬೆಂಬಲ ನೀಡುತ್ತದೆ ಎಂದು ತಿಳಿಸಿದರು. ಕ್ರೀಡಾಪಟುಗಳು ತಮ್ಮ ಅನುಭವ ಹಂಚಿಕೊಂಡರು.	[210, 290, 355, 381]
ad-archaeology-govt: ಕರ್ನಾಟಕ ಸರ್ಕಾರ	[783, 439, 835, 449]
ad-election-cell: 01-02-2026	[500, 1191, 583, 1210]
ad-election-cell: ನಾಮಪತ್ರ ಹಿಂಪಡೆಯುವಿಕೆ	[387, 1153, 500, 1172]
ad-election-cell: 24-01-2026	[500, 1115, 583, 1134]
congress-portrait	[186, 906, 246, 986]
